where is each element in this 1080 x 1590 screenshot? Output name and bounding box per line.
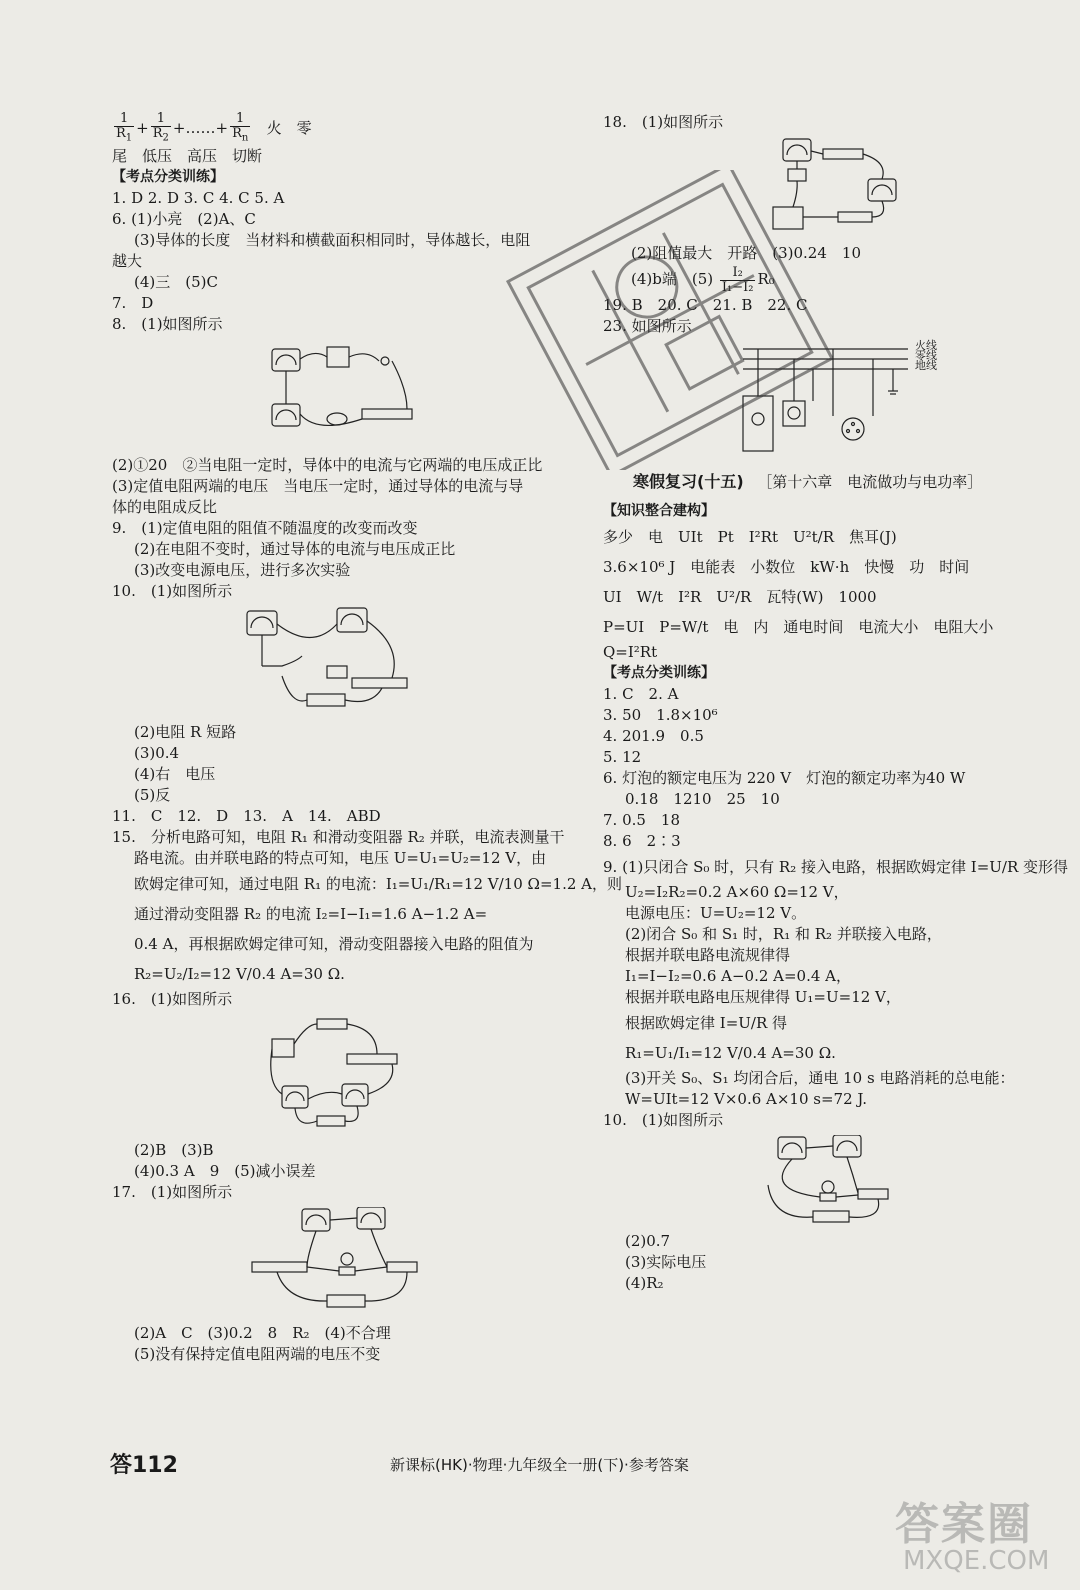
answer-line: 1. D 2. D 3. C 4. C 5. A (112, 188, 285, 207)
answer-line: W=UIt=12 V×0.6 A×10 s=72 J. (625, 1089, 868, 1108)
answer-line: 欧姆定律可知，通过电阻 R₁ 的电流：I₁=U₁/R₁=12 V/10 Ω=1.2 A，则 (134, 874, 622, 893)
answer-line: 0.18 1210 25 10 (625, 789, 780, 808)
answer-line: (2)阻值最大 开路 (3)0.24 10 (631, 244, 861, 262)
answer-line: (4)右 电压 (134, 764, 216, 783)
fraction-1-rn: $\frac{1}{R_n}$ (232, 111, 249, 144)
answer-line: 电源电压：U=U₂=12 V。 (625, 903, 807, 922)
answer-line: (3)改变电源电压，进行多次实验 (134, 560, 351, 579)
answer-line: 16. (1)如图所示 (112, 989, 233, 1008)
answer-line: Q=I²Rt (603, 642, 658, 661)
answer-line: (4)三 (5)C (134, 272, 218, 291)
answer-line: 17. (1)如图所示 (112, 1182, 233, 1201)
answer-line: 根据并联电路电流规律得 (625, 945, 791, 964)
section-title-sub: ［第十六章 电流做功与电功率］ (757, 472, 983, 491)
ground-wire-label: 地线 (915, 358, 937, 372)
answer-line: 通过滑动变阻器 R₂ 的电流 I₂=I−I₁=1.6 A−1.2 A= (134, 904, 488, 923)
formula-ellipsis: +……+ (172, 118, 229, 137)
answer-line: R₂=U₂/I₂=12 V/0.4 A=30 Ω. (134, 964, 345, 983)
answer-line: 5. 12 (603, 747, 642, 766)
answer-line: 11. C 12. D 13. A 14. ABD (112, 806, 381, 825)
left-column (112, 111, 622, 1365)
footer-book-title: 新课标(HK)·物理·九年级全一册(下)·参考答案 (390, 1456, 689, 1474)
answer-line: 19. B 20. C 21. B 22. C (603, 295, 808, 314)
answer-line: UI W/t I²R U²/R 瓦特(W) 1000 (603, 587, 877, 606)
answer-line: 越大 (112, 251, 143, 270)
answer-line: 根据欧姆定律 I=U/R 得 (625, 1013, 788, 1032)
page-number: 答112 (110, 1453, 178, 1478)
answer-line: 根据并联电路电压规律得 U₁=U=12 V， (625, 987, 901, 1006)
formula-tail-text: 火 零 (266, 118, 312, 137)
answer-line: 10. (1)如图所示 (603, 1110, 724, 1129)
answer-line: (4)0.3 A 9 (5)减小误差 (134, 1161, 316, 1180)
right-column (603, 112, 1069, 1294)
answer-line: (3)导体的长度 当材料和横截面积相同时，导体越长，电阻 (134, 230, 531, 249)
answer-line: 0.4 A，再根据欧姆定律可知，滑动变阻器接入电路的阻值为 (134, 934, 534, 953)
section-heading: 【知识整合建构】 (603, 502, 715, 519)
answer-line: 3. 50 1.8×10⁶ (603, 705, 718, 724)
answer-line: I₁=I−I₂=0.6 A−0.2 A=0.4 A， (625, 966, 852, 985)
answer-line: (3)0.4 (134, 743, 180, 762)
answer-line: 7. 0.5 18 (603, 810, 681, 829)
answer-line: 15. 分析电路可知，电阻 R₁ 和滑动变阻器 R₂ 并联，电流表测量干 (112, 827, 565, 846)
answer-line: 4. 201.9 0.5 (603, 726, 704, 745)
section-heading: 【考点分类训练】 (603, 664, 715, 681)
answer-line: (4)R₂ (625, 1273, 664, 1292)
fraction-expression: $\frac{\text{I₂}}{\text{I₁−I₂}}$ (721, 264, 754, 295)
fraction-1-r2: $\frac{1}{R_2}$ (152, 111, 169, 144)
page-footer (0, 1448, 1080, 1488)
answer-line: U₂=I₂R₂=0.2 A×60 Ω=12 V， (625, 882, 849, 901)
answer-line: R₁=U₁/I₁=12 V/0.4 A=30 Ω. (625, 1043, 836, 1062)
neutral-wire-label: 零线 (915, 348, 937, 362)
section-title-main: 寒假复习(十五) (633, 471, 744, 491)
section-title (633, 471, 1048, 493)
answer-line: (2)B (3)B (134, 1140, 214, 1159)
circuit-figure-q16 (267, 1014, 592, 1134)
answer-line: 8. (1)如图所示 (112, 314, 223, 333)
answer-line: (3)实际电压 (625, 1252, 707, 1271)
answer-line: (5)反 (134, 785, 171, 804)
circuit-figure-q17 (247, 1207, 592, 1317)
answer-line: (2)0.7 (625, 1231, 671, 1250)
live-wire-label: 火线 (915, 338, 937, 352)
answer-line: (2)①20 ②当电阻一定时，导体中的电流与它两端的电压成正比 (112, 455, 543, 474)
answer-line: (2)电阻 R 短路 (134, 722, 237, 741)
circuit-figure-q18 (768, 137, 1048, 237)
answer-line: 多少 电 UIt Pt I²Rt U²t/R 焦耳(J) (603, 527, 897, 546)
answer-line: (2)闭合 S₀ 和 S₁ 时，R₁ 和 R₂ 并联接入电路， (625, 924, 942, 943)
answer-line: 18. (1)如图所示 (603, 113, 724, 131)
household-wiring-figure (733, 338, 1048, 461)
answer-text: (4)b端 (5) (631, 270, 714, 288)
answer-line: 6. (1)小亮 (2)A、C (112, 209, 256, 228)
watermark-url: MXQE.COM (903, 1546, 1050, 1576)
answer-line: 6. 灯泡的额定电压为 220 V 灯泡的额定功率为40 W (603, 768, 966, 787)
watermark (895, 1488, 1065, 1583)
circuit-figure-q10b (753, 1135, 1048, 1225)
answer-line: (5)没有保持定值电阻两端的电压不变 (134, 1344, 381, 1363)
answer-line: 路电流。由并联电路的特点可知，电压 U=U₁=U₂=12 V，由 (134, 848, 547, 867)
answer-line: 7. D (112, 293, 154, 312)
fraction-1-r1: $\frac{1}{R_1}$ (116, 111, 133, 144)
answer-formula-line: $\frac{1}{R_1}$ + $\frac{1}{R_2}$ +……+ $\frac{1}{R_n}$ 火 零 (116, 111, 312, 144)
answer-line: (2)在电阻不变时，通过导体的电流与电压成正比 (134, 539, 456, 558)
answer-line: 9. (1)定值电阻的阻值不随温度的改变而改变 (112, 518, 418, 537)
answer-line: (3)定值电阻两端的电压 当电压一定时，通过导体的电流与导 (112, 476, 524, 495)
circuit-figure-q8 (267, 339, 592, 449)
answer-line: 23. 如图所示 (603, 316, 692, 335)
answer-line: 尾 低压 高压 切断 (112, 146, 263, 165)
answer-line: 3.6×10⁶ J 电能表 小数位 kW·h 快慢 功 时间 (603, 557, 970, 576)
answer-line: (2)A C (3)0.2 8 R₂ (4)不合理 (134, 1323, 391, 1342)
answer-line-r3: (4)b端 (5) $\frac{\text{I₂}}{\text{I₁−I₂}}$ R₀ (631, 264, 775, 295)
answer-line: P=UI P=W/t 电 内 通电时间 电流大小 电阻大小 (603, 617, 994, 636)
answer-line: 8. 6 2∶3 (603, 831, 681, 850)
circuit-figure-q10 (242, 606, 592, 716)
answer-line: 9. (1)只闭合 S₀ 时，只有 R₂ 接入电路，根据欧姆定律 I=U/R 变形得 (603, 857, 1069, 876)
watermark-logo: 答案圈 (895, 1499, 1033, 1550)
answer-line: 1. C 2. A (603, 684, 679, 703)
answer-line: 体的电阻成反比 (112, 497, 218, 516)
answer-line: 10. (1)如图所示 (112, 581, 233, 600)
section-heading: 【考点分类训练】 (112, 168, 224, 185)
answer-line: (3)开关 S₀、S₁ 均闭合后，通电 10 s 电路消耗的总电能： (625, 1068, 1015, 1087)
